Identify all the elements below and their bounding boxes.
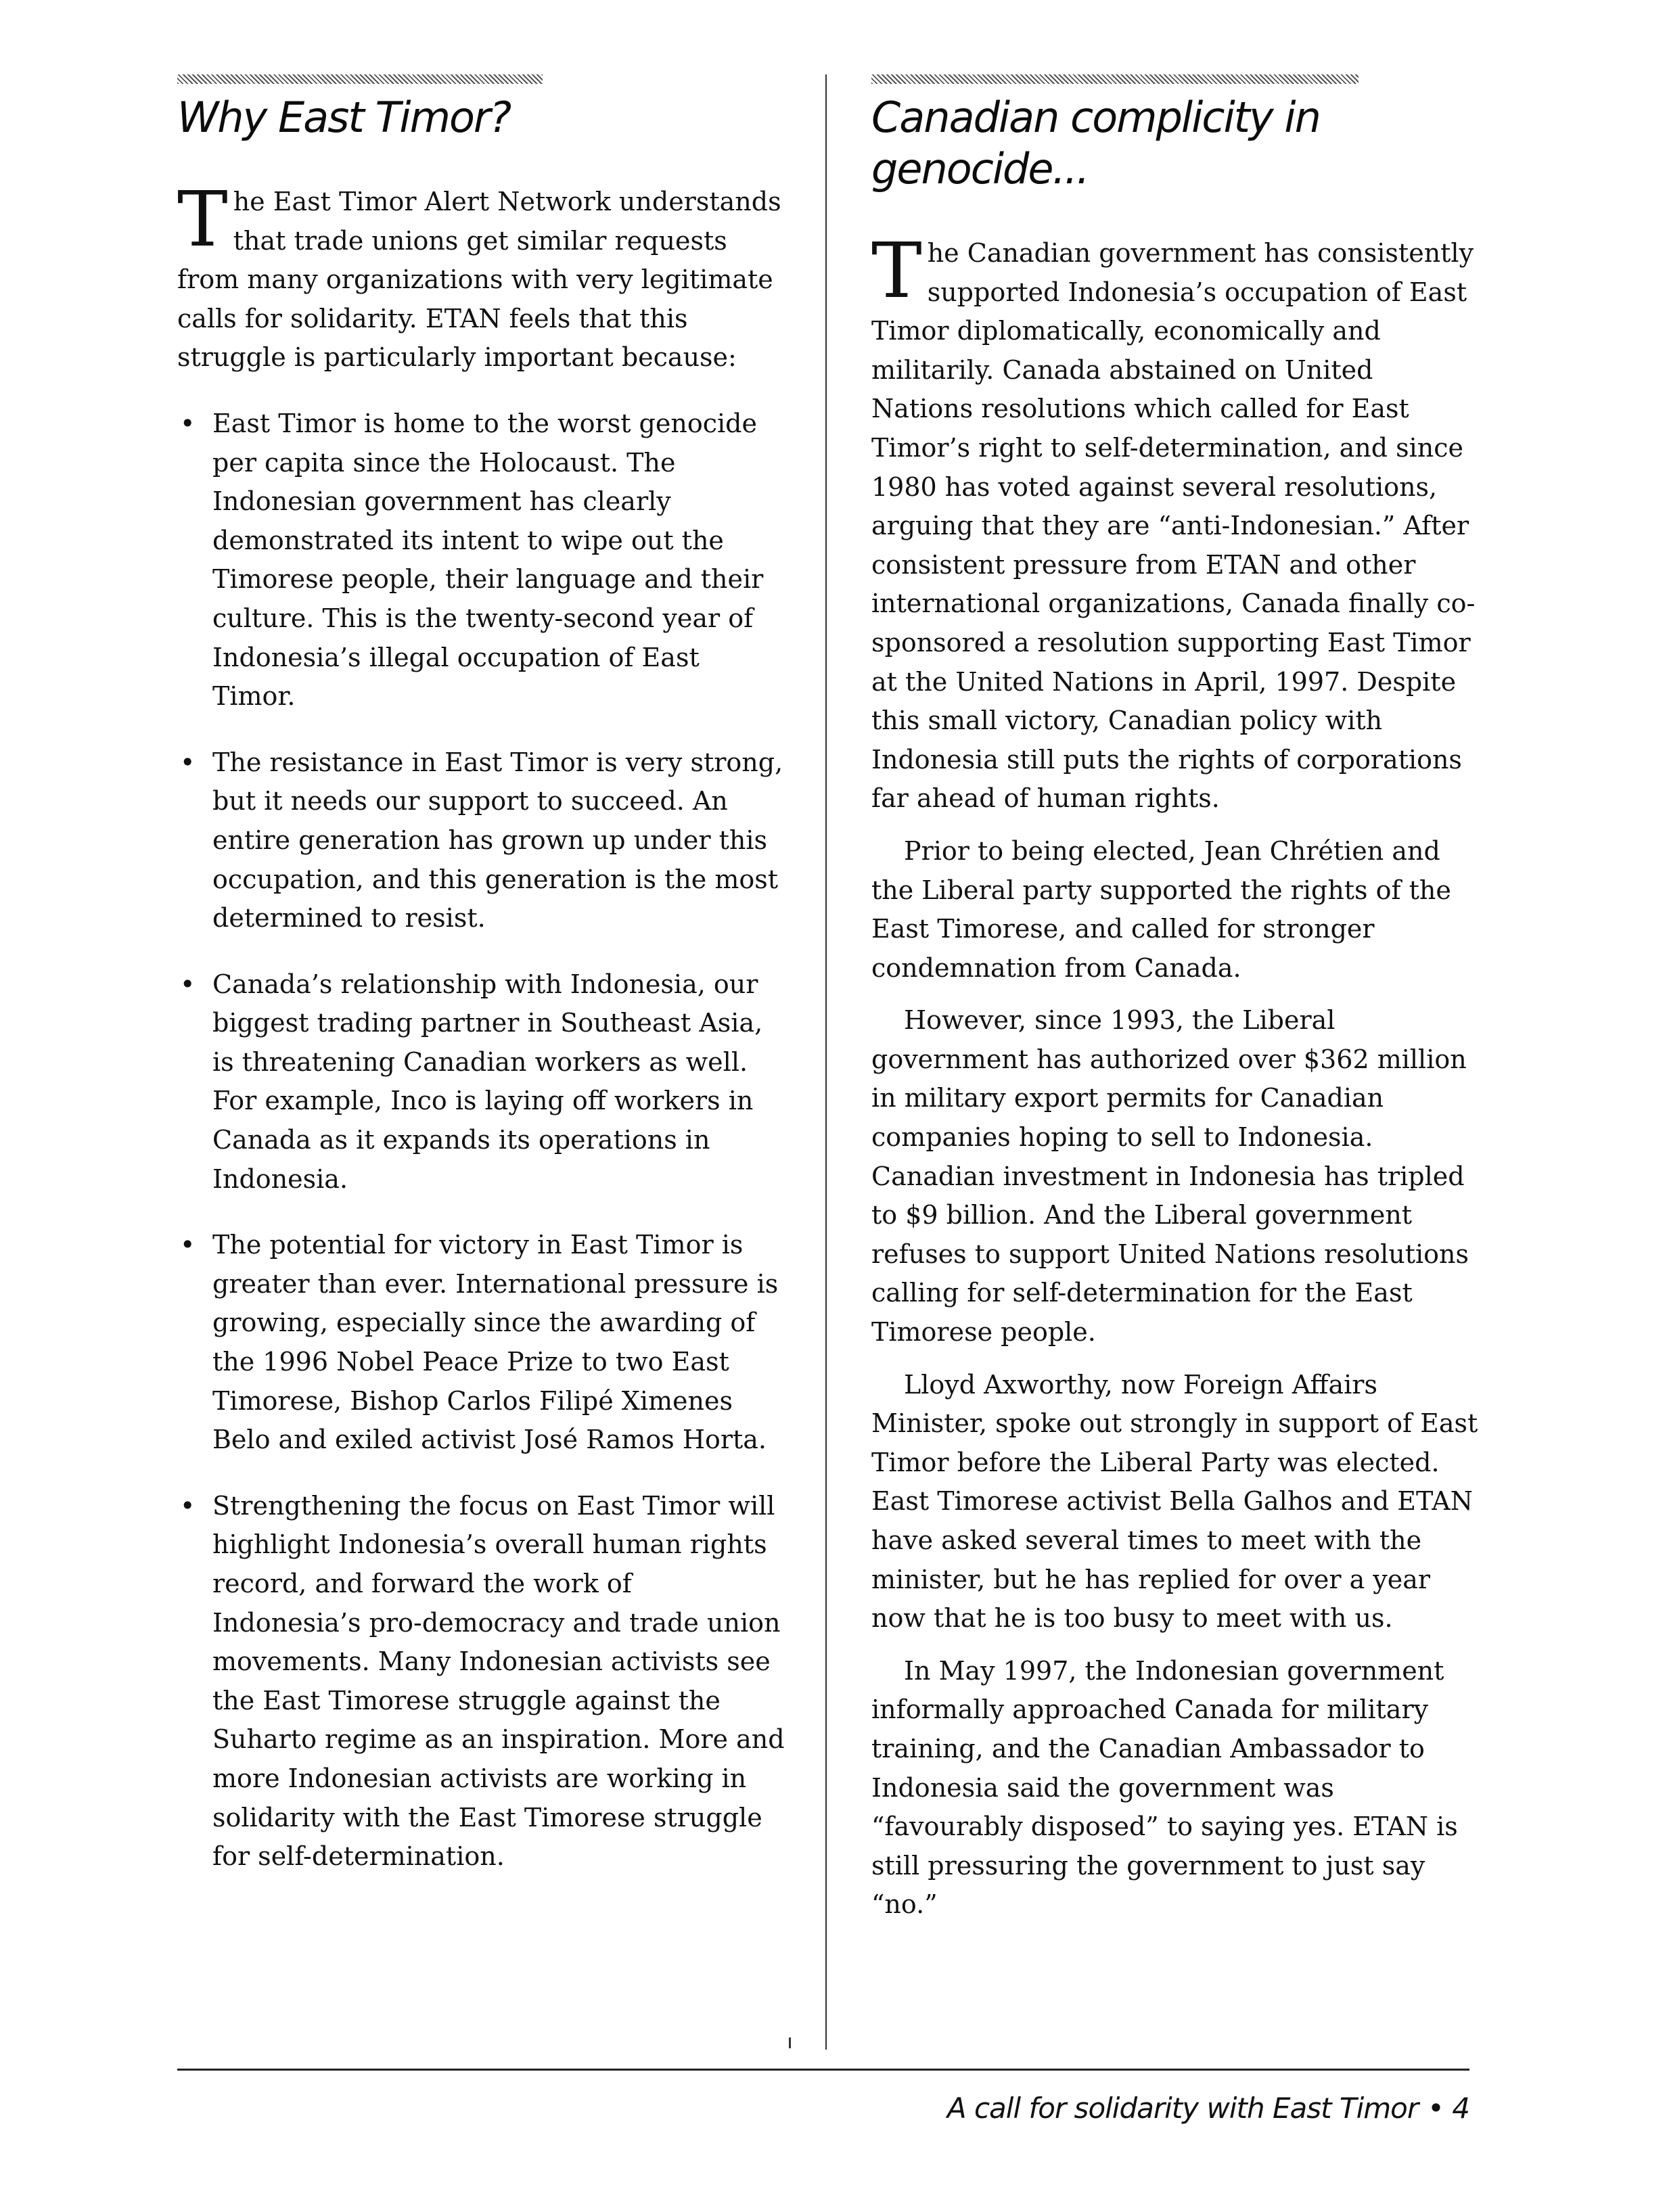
list-item-text: The resistance in East Timor is very strong, but it needs our support to succeed. An entire generation has grown up under this occupation, and this generation is the most determined to resist. bbox=[212, 747, 783, 934]
right-column bbox=[871, 74, 1480, 1938]
footer-title: A call for solidarity with East Timor bbox=[946, 2092, 1419, 2125]
body-paragraph: In May 1997, the Indonesian government informally approached Canada for military training, and the Canadian Ambassador to Indonesia said the government was “favourably disposed” to saying yes. ETAN is still pressuring the government to just say “no.” bbox=[871, 1655, 1458, 1920]
section-heading: Canadian complicity in genocide... bbox=[871, 93, 1320, 193]
bullet-icon: • bbox=[180, 969, 196, 999]
page-number: 4 bbox=[1452, 2092, 1469, 2125]
list-item bbox=[177, 405, 786, 716]
scan-mark bbox=[789, 2037, 791, 2048]
list-item bbox=[177, 743, 786, 938]
reasons-list bbox=[177, 405, 786, 1876]
list-item-text: Canada’s relationship with Indonesia, our biggest trading partner in Southeast Asia, is threatening Canadian workers as well. For example, Inco is laying off workers in Canada as it expands its operations in Indonesia. bbox=[212, 969, 763, 1194]
body-paragraph: Prior to being elected, Jean Chrétien and the Liberal party supported the rights of the East Timorese, and called for stronger condemnation from Canada. bbox=[871, 835, 1451, 983]
heading-rule bbox=[871, 74, 1358, 84]
footer-separator: • bbox=[1428, 2092, 1444, 2125]
list-item bbox=[177, 1487, 786, 1876]
bullet-icon: • bbox=[180, 1490, 196, 1521]
bullet-icon: • bbox=[180, 747, 196, 777]
list-item bbox=[177, 965, 786, 1199]
body-paragraph: Lloyd Axworthy, now Foreign Affairs Minister, spoke out strongly in support of East Timor before the Liberal Party was elected. East Timorese activist Bella Galhos and ETAN have asked several times to meet with the minister, but he has replied for over a year now that he is too busy to meet with us. bbox=[871, 1369, 1478, 1634]
list-item bbox=[177, 1226, 786, 1460]
column-divider bbox=[825, 74, 827, 2050]
intro-paragraph: The East Timor Alert Network understands that trade unions get similar requests from many organizations with very legitimate calls for solidarity. ETAN feels that this struggle is particularly important because: bbox=[177, 176, 781, 373]
page-footer bbox=[947, 2092, 1469, 2125]
bullet-icon: • bbox=[180, 1230, 196, 1260]
bullet-icon: • bbox=[180, 408, 196, 438]
left-column bbox=[177, 74, 786, 1904]
footer-rule bbox=[177, 2069, 1469, 2071]
heading-rule bbox=[177, 74, 543, 84]
body-paragraph: However, since 1993, the Liberal government has authorized over $362 million in military export permits for Canadian companies hoping to sell to Indonesia. Canadian investment in Indonesia has tripled to $9 billion. And the Liberal government refuses to support United Nations resolutions calling for self-determination for the East Timorese people. bbox=[871, 1005, 1469, 1347]
list-item-text: Strengthening the focus on East Timor will highlight Indonesia’s overall human rights record, and forward the work of Indonesia’s pro-democracy and trade union movements. Many Indonesian activists see the East Timorese struggle against the Suharto regime as an inspiration. More and more Indonesian activists are working in solidarity with the East Timorese struggle for self-determination. bbox=[212, 1490, 785, 1872]
body-paragraph: The Canadian government has consistently supported Indonesia’s occupation of East Timor diplomatically, economically and militarily. Canada abstained on United Nations resolutions which called for East Timor’s right to self-determination, and since 1980 has voted against several resolutions, arguing that they are “anti-Indonesian.” After consistent pressure from ETAN and other international organizations, Canada finally co-sponsored a resolution supporting East Timor at the United Nations in April, 1997. Despite this small victory, Canadian policy with Indonesia still puts the rights of corporations far ahead of human rights. bbox=[871, 227, 1476, 814]
list-item-text: East Timor is home to the worst genocide per capita since the Holocaust. The Indonesian government has clearly demonstrated its intent to wipe out the Timorese people, their language and their culture. This is the twenty-second year of Indonesia’s illegal occupation of East Timor. bbox=[212, 408, 764, 712]
list-item-text: The potential for victory in East Timor is greater than ever. International pressure is growing, especially since the awarding of the 1996 Nobel Peace Prize to two East Timorese, Bishop Carlos Filipé Ximenes Belo and exiled activist José Ramos Horta. bbox=[212, 1230, 779, 1455]
section-heading: Why East Timor? bbox=[177, 93, 511, 142]
